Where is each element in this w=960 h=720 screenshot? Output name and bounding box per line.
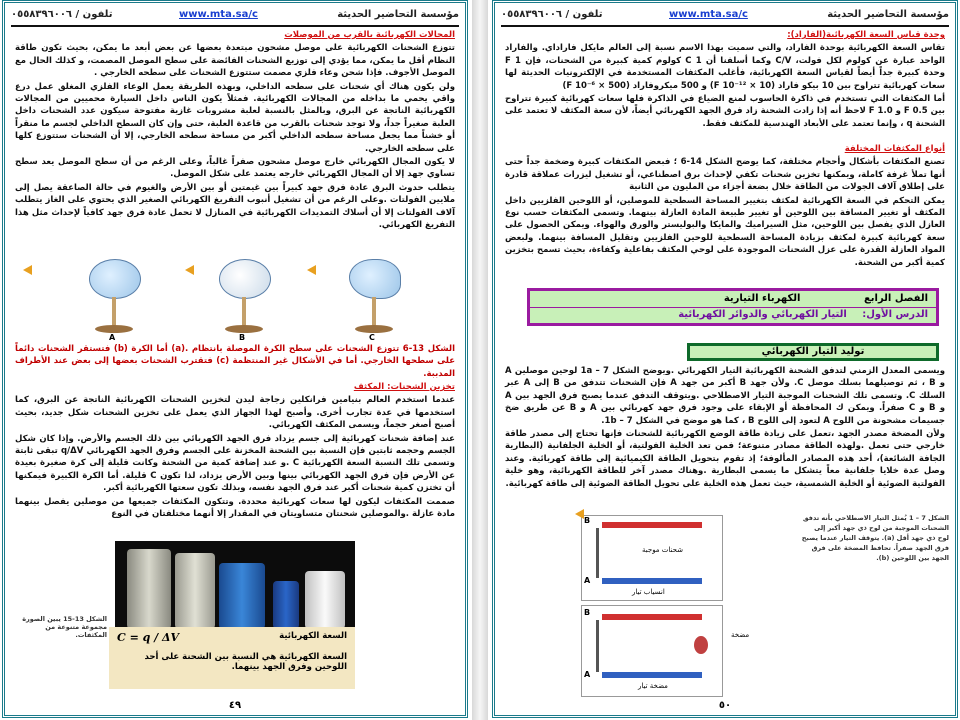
paragraph: يمكن التحكم في السعة الكهربائية لمكثف بتغيير المساحة السطحية للموصلين، أو اللوحين الفلزيين داخل المكثف أو تغيير المسافة بين اللوحين أو تغيير طبيعة المادة العازلة بينهما. وتسمى المكثفات حسب نوع العازل الذي يفصل بين اللوحين، مثل السيراميك والمايكا والبوليستر والورق والهواء. ويمكن الحصول على سعة كهربائية كبيرة لمكثف بزيادة المساحة السطحية للوحين الفلزيين وتقليل المسافة بينهما. ولبعض المواد العازلة القدرة على عزل الشحنات الموجودة على لوحي المكثف بفاعلية وكفاءة، بحيث تسمح بتخزين كمية أكبر من الشحنة. <box>505 195 945 268</box>
paragraph: أما المكثفات التي تستخدم في ذاكرة الحاسوب لمنع الضياع في الذاكرة فلها سعات كهربائية كبيرة تتراوح بين F 0.5 و F 1.0 لاحظ أنه إذا زادت الشحنة زاد فرق الجهد الكهربائي أيضاً، لأن سعة المكثف لا تعتمد على الشحنة q ، وإنما تعتمد على الأبعاد الهندسية للمكثف فقط. <box>505 94 945 129</box>
right-page <box>492 0 958 718</box>
pump-footer-label: مضخة تيار <box>638 682 668 690</box>
label-b: B <box>239 333 246 342</box>
arrow-icon <box>185 265 194 275</box>
photo-caption: الشكل 13-15 يبين الصورة مجموعة متنوعة من المكثفات. <box>22 615 107 639</box>
paragraph: يتطلب حدوث البرق عادة فرق جهد كبيراً بين غيمتين أو بين الأرض والغيوم في حالة الصاعقة يصل إلى ملايين الفولتات .وعلى الرغم من أن تشغيل أنبوب التفريغ الكهربائي الصغير الذي يحتوي على الغاز يتطلب آلاف الفولتات إلا أن أسلاك التمديدات الكهربائية في المنازل لا تحمل عادة فرق جهد كافياً لإحداث مثل هذا التفريغ الكهربائي. <box>15 182 455 231</box>
figure-caption: الشكل 13-6 تتوزع الشحنات على سطح الكرة الموصلة بانتظام .(a) أما الكرة (b) فتستقر الشحنات دائماً على سطحها الخارجي. أما في الأشكال غير المنتظمة (c) فتقترب الشحنات بعضها إلى بعض عند الأطراف المدببة. <box>15 344 456 379</box>
capacitor-text-block <box>15 381 455 541</box>
sphere-c <box>339 259 409 343</box>
paragraph: ولأن المضخة مصدر الجهد ،تعمل على زيادة طاقة الوضع الكهربائية للشحنات فإنها تحتاج إلى مصدر طاقة خارجي حتى تعمل .ولهذه الطاقة مصادر متنوعة؛ فمن تعد الخلية الفولتية، أو الخلية الجلفانية (البطارية الجافة الشائعة)، أحد هذه المصادر المألوفة؛ إذ تقوم بتحويل الطاقة الكيميائية إلى طاقة كهربائية. وعند وصل عدة خلايا جلفانية معاً يتشكل ما يسمى البطارية .وهناك مصدر آخر للطاقة الكهربائية، وهو خلية الفولتية الضوئية أو الخلية الشمسية، حيث تعمل هذه الخلية على تحويل الطاقة الضوئية إلى طاقة كهربائية. <box>505 429 945 489</box>
farad-text-block <box>505 29 945 141</box>
page-number: ٥٠ <box>718 700 732 711</box>
label-a: A <box>109 333 116 342</box>
arrow-icon <box>23 265 32 275</box>
paragraph: عندما استخدم العالم بنيامين فرانكلين زجاجة ليدن لتخزين الشحنات الكهربائية الناتجة عن البرق، كما استخدمها في عدة تجارب أخرى. وأصبح لهذا الجهاز الذي يعمل على تخزين الشحنات شكل جديد، بحيث أصبح أصغر حجماً، ويسمى المكثف الكهربائي. <box>15 395 455 431</box>
paragraph: ويسمى المعدل الزمني لتدفق الشحنة الكهربائية التيار الكهربائي .ويوضح الشكل 7 – 1a لوحين موصلين A و B ، ثم توصيلهما بسلك موصل C. ولأن جهد B أكبر من جهد A فإن الشحنات تتدفق من B إلى A عبر السلك C. وتسمى تلك الشحنات الموجبة التيار الاصطلاحي .ويتوقف التدفق عندما يصبح فرق الجهد بين A و B و C صفراً. ويمكن ك المحافظة أو الإبقاء على وجود فرق جهد كهربائي بين A و B عن طريق ضخ جسيمات مشحونة من اللوح A لتعود إلى اللوح B ، كما هو موضح في الشكل 7 – 1b. <box>505 366 946 426</box>
header-organization: مؤسسة التحاضير الحديثة <box>337 9 459 20</box>
paragraph: تقاس السعة الكهربائية بوحدة الفاراد، والتي سميت بهذا الاسم نسبة إلى العالم مايكل فاراداي. والفاراد الواحد عبارة عن كولوم لكل فولت، C/V وكما أسلفنا أن 1 C كولوم كمية كبيرة من الشحنات، فإن 1 F وحدة كبيرة جداً أيضاً لقياس السعة الكهربائية، فأغلب المكثفات المستخدمة في الإلكترونيات الحديثة لها سعات كهربائية تتراوح بين 10 بيكو فاراد (F ‎10⁻¹² × 10) و 500 ميكروفاراد (F ‎10⁻⁶ × 500) <box>505 43 945 91</box>
conductor-spheres-figure <box>19 259 449 343</box>
circuit-figure-b <box>581 605 723 697</box>
capacitors-photo <box>115 541 355 641</box>
sphere-a <box>79 259 149 343</box>
equation: C = q / ΔV <box>117 631 180 644</box>
equation-text: السعة الكهربائية هي النسبة بين الشحنة على أحد اللوحين وفرق الجهد بينهما. <box>144 652 347 672</box>
paragraph: ولن يكون هناك أي شحنات على سطحه الداخلي، وبهذه الطريقة يعمل الوعاء الفلزي المغلق عمل درع واقي يحمي ما بداخله من المجالات الكهربائية. فمثلاً يكون الناس داخل السيارة محميين من المجالات الكهربائية الناتجة عن البرق، وبالمثل بالنسبة لعلبة مشروبات غازية مفتوحة سيكون عدد الشحنات داخل العلبة صغيراً جداً، ولا توجد شحنات بالقرب من قاعدة العلبة، حتى وإن كان السطح الداخلي لجسم ما منقراً أو خشناً مما يجعل مساحة سطحه الداخلي أكبر من مساحة سطحه الخارجي، إلا أن الشحنات ستتوزع كلها على سطحه الخارجي. <box>15 81 455 154</box>
section-heading: أنواع المكثفات المختلفة <box>844 144 945 154</box>
plate-a-label: A <box>584 670 591 679</box>
left-page <box>2 0 468 718</box>
sphere-b <box>209 259 279 343</box>
plate-b-label: B <box>584 608 591 617</box>
paragraph: صممت المكثفات ليكون لها سعات كهربائية محددة. وتتكون المكثفات جميعها من موصلين يفصل بينهما مادة عازلة .والموصلين شحنتان متساويتان في المقدار إلا أنهما مختلفتان في النوع <box>15 496 455 520</box>
section-heading: المجالات الكهربائية بالقرب من الموصلات <box>284 30 455 40</box>
positive-charges-label: شحنات موجبة <box>642 546 684 554</box>
plate-b-label: B <box>584 516 591 525</box>
flow-label: انسياب تيار <box>632 588 665 596</box>
lesson-title: التيار الكهربائي والدوائر الكهربائية <box>678 309 847 320</box>
section-heading: تخزين الشحنات: المكثف <box>353 382 455 392</box>
page-header <box>11 7 459 27</box>
lesson-label: الدرس الأول: <box>862 309 928 320</box>
arrow-icon <box>307 265 316 275</box>
label-c: C <box>369 333 375 342</box>
capacitance-equation-box <box>109 627 355 689</box>
chapter-title: الكهرباء التيارية <box>723 293 801 304</box>
paragraph: لا يكون المجال الكهربائي خارج موصل مشحون صفراً غالباً، وعلى الرغم من أن سطح الموصل يعد سطح تساوي جهد إلا أن المجال الكهربائي خارجه يعتمد على شكل الموصل. <box>15 157 455 180</box>
figure-caption: الشكل 7 – 1 يُمثل التيار الاصطلاحي بأنه تدفق الشحنات الموجبة من لوح ذي جهد أكبر إلى لوح ذي جهد أقل (a). يتوقف التيار عندما يصبح فرق الجهد صفراً. تحافظ المضخة على فرق الجهد بين اللوحين (b). <box>801 514 949 562</box>
header-url[interactable]: www.mta.sa/c <box>179 9 258 20</box>
paragraph: تتوزع الشحنات الكهربائية على موصل مشحون مبتعدة بعضها عن بعض أبعد ما يمكن، بحيث تكون طاقة النظام أقل ما يمكن، مما يؤدي إلى توزيع الشحنات الفائضة على سطح الموصل المصمت، و كذلك الحال مع الموصل الأجوف. فإذا شحن وعاء فلزي مصمت ستتوزع الشحنات على سطحه الخارجي . <box>15 43 455 79</box>
plate-a-label: A <box>584 576 591 585</box>
pump-label: مضخة <box>731 631 750 639</box>
book-gutter <box>472 0 488 720</box>
chapter-label: الفصل الرابع <box>863 293 928 304</box>
page-header <box>501 7 949 27</box>
section-heading: وحدة قياس السعة الكهربائية(الفاراد): <box>787 30 945 40</box>
circuit-figure-a <box>581 515 723 601</box>
arrow-icon <box>575 509 584 519</box>
header-url[interactable]: www.mta.sa/c <box>669 9 748 20</box>
chapter-box <box>527 288 939 326</box>
header-organization: مؤسسة التحاضير الحديثة <box>827 9 949 20</box>
paragraph: عند إضافة شحنات كهربائية إلى جسم يزداد فرق الجهد الكهربائي بين ذلك الجسم والأرض. وإذا كان شكل الجسم وحجمه ثابتين فإن النسبة بين الشحنة المخزنة على الجسم وفرق الجهد الكهربائي q/ΔV تبقى ثابتة وتسمى تلك النسبة السعة الكهربائية C .و عند إضافة كمية من الشحنة وكانت قليلة إلى كرة صغيرة بعيدة عن الأرض فإن فرق الجهد الكهربائي بينها وبين الأرض يزداد، لذا تكون C قليلة. أما الكرة الكبيرة فيمكنها أن تختزن كمية شحنات أكبر عند فرق الجهد نفسه، وبذلك تكون سعتها الكهربائية أكبر. <box>15 433 456 494</box>
header-phone: تلفون / ٠٥٥٨٣٩٦٠٠٦ <box>11 9 113 20</box>
current-text-block <box>505 365 945 511</box>
section-title-box <box>687 343 939 361</box>
equation-label: السعة الكهربائية <box>279 631 347 641</box>
header-phone: تلفون / ٠٥٥٨٣٩٦٠٠٦ <box>501 9 603 20</box>
left-text-block <box>15 29 455 257</box>
page-number: ٤٩ <box>228 700 242 711</box>
section-title: توليد التيار الكهربائي <box>761 346 865 357</box>
capacitor-types-block <box>505 143 945 285</box>
figure-caption-block <box>15 343 455 379</box>
paragraph: تصنع المكثفات بأشكال وأحجام مختلفة، كما يوضح الشكل 14-6 ؛ فبعض المكثفات كبيرة وضخمة جداً حتى أنها تملأ غرفة كاملة، ويمكنها تخزين شحنات تكفي لإحداث برق اصطناعي، أو تشغيل ليزرات عملاقة قادرة على إطلاق آلاف الجولات من الطاقة خلال بضعة أجزاء من المليون من الثانية <box>505 157 945 193</box>
